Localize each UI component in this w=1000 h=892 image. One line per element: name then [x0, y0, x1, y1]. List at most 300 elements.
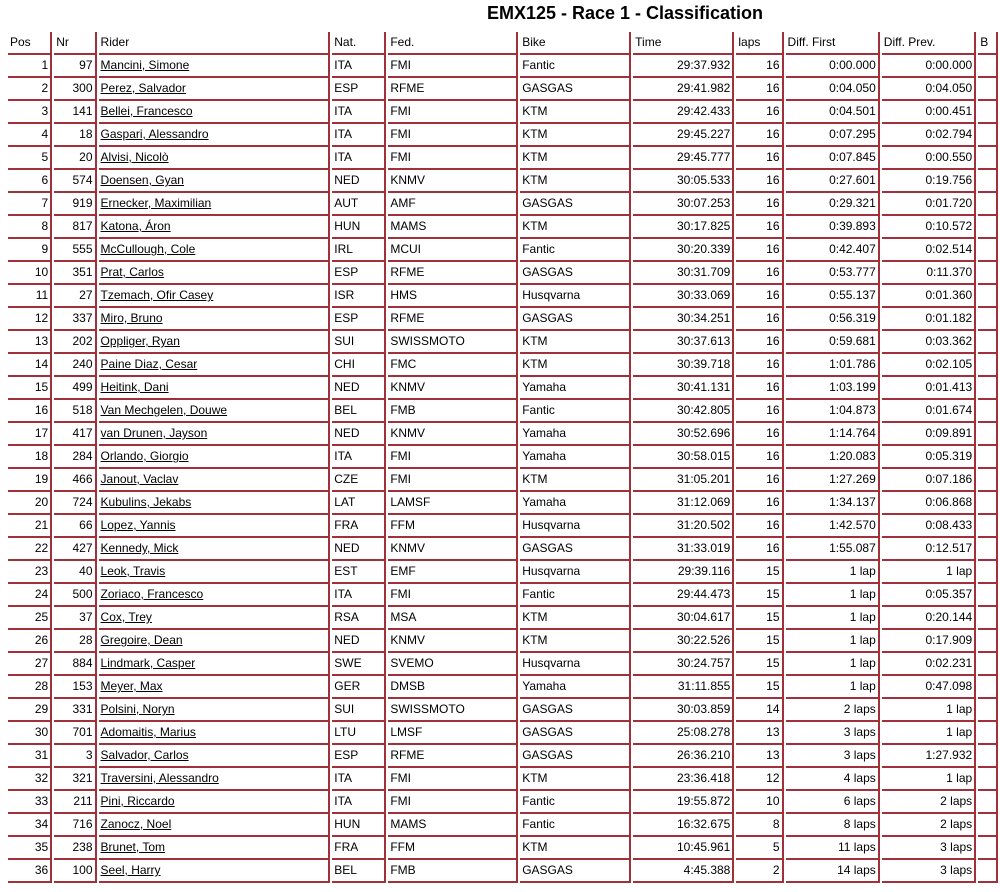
cell-rider — [99, 354, 331, 377]
cell-extra — [978, 469, 998, 492]
cell-diff-first: 8 laps — [786, 814, 880, 837]
cell-extra — [978, 860, 998, 883]
cell-pos: 15 — [8, 377, 52, 400]
cell-diff-first: 0:53.777 — [786, 262, 880, 285]
cell-extra — [978, 515, 998, 538]
cell-nr: 100 — [54, 860, 96, 883]
page-title: EMX125 - Race 1 - Classification — [486, 3, 764, 23]
cell-laps: 16 — [736, 538, 783, 561]
rider-link[interactable]: Ernecker, Maximilian — [100, 196, 212, 210]
cell-extra — [978, 423, 998, 446]
cell-diff-first: 0:56.319 — [786, 308, 880, 331]
cell-extra — [978, 676, 998, 699]
cell-pos: 30 — [8, 722, 52, 745]
cell-diff-prev: 0:02.794 — [882, 124, 976, 147]
cell-bike: GASGAS — [520, 699, 631, 722]
table-row — [8, 515, 998, 538]
cell-nr: 238 — [54, 837, 96, 860]
cell-laps: 5 — [736, 837, 783, 860]
table-row — [8, 331, 998, 354]
cell-nr: 284 — [54, 446, 96, 469]
rider-link[interactable]: van Drunen, Jayson — [100, 426, 208, 440]
cell-rider — [99, 722, 331, 745]
table-row — [8, 791, 998, 814]
cell-fed: MAMS — [388, 814, 518, 837]
rider-link[interactable]: Leok, Travis — [100, 564, 166, 578]
cell-nat: NED — [332, 377, 386, 400]
cell-bike: KTM — [520, 170, 631, 193]
table-row — [8, 607, 998, 630]
cell-laps: 16 — [736, 285, 783, 308]
cell-nat: AUT — [332, 193, 386, 216]
cell-diff-prev: 0:01.413 — [882, 377, 976, 400]
cell-nr: 817 — [54, 216, 96, 239]
cell-nr: 66 — [54, 515, 96, 538]
rider-link[interactable]: Heitink, Dani — [100, 380, 169, 394]
rider-link[interactable]: Janout, Vaclav — [100, 472, 179, 486]
cell-time: 31:20.502 — [633, 515, 734, 538]
cell-diff-first: 1:27.269 — [786, 469, 880, 492]
cell-diff-prev: 1 lap — [882, 699, 976, 722]
cell-bike: KTM — [520, 216, 631, 239]
classification-table — [6, 32, 1000, 883]
table-row — [8, 377, 998, 400]
cell-diff-first: 1:34.137 — [786, 492, 880, 515]
rider-link[interactable]: Mancini, Simone — [100, 58, 190, 72]
cell-extra — [978, 354, 998, 377]
cell-diff-prev: 0:07.186 — [882, 469, 976, 492]
cell-fed: FMI — [388, 469, 518, 492]
cell-pos: 23 — [8, 561, 52, 584]
cell-rider — [99, 101, 331, 124]
table-row — [8, 124, 998, 147]
cell-nat: SWE — [332, 653, 386, 676]
cell-diff-prev: 0:00.451 — [882, 101, 976, 124]
rider-link[interactable]: McCullough, Cole — [100, 242, 196, 256]
cell-bike: KTM — [520, 124, 631, 147]
cell-diff-prev: 0:08.433 — [882, 515, 976, 538]
cell-laps: 16 — [736, 492, 783, 515]
cell-nat: ITA — [332, 101, 386, 124]
header-row — [8, 32, 998, 55]
cell-time: 16:32.675 — [633, 814, 734, 837]
cell-pos: 27 — [8, 653, 52, 676]
rider-link[interactable]: Seel, Harry — [100, 863, 161, 877]
cell-diff-prev: 0:01.674 — [882, 400, 976, 423]
cell-extra — [978, 791, 998, 814]
cell-extra — [978, 55, 998, 78]
rider-link[interactable]: Brunet, Tom — [100, 840, 166, 854]
rider-link[interactable]: Kennedy, Mick — [100, 541, 179, 555]
table-row — [8, 308, 998, 331]
cell-pos: 22 — [8, 538, 52, 561]
cell-diff-prev: 0:01.720 — [882, 193, 976, 216]
cell-diff-first: 1:20.083 — [786, 446, 880, 469]
cell-nr: 337 — [54, 308, 96, 331]
cell-extra — [978, 170, 998, 193]
cell-nr: 300 — [54, 78, 96, 101]
cell-nat: LTU — [332, 722, 386, 745]
cell-nr: 417 — [54, 423, 96, 446]
rider-link[interactable]: Prat, Carlos — [100, 265, 164, 279]
cell-nat: ESP — [332, 78, 386, 101]
table-row — [8, 147, 998, 170]
cell-rider — [99, 584, 331, 607]
header-rider[interactable]: Rider — [99, 32, 331, 55]
rider-link[interactable]: Miro, Bruno — [100, 311, 163, 325]
cell-extra — [978, 630, 998, 653]
rider-link[interactable]: Lindmark, Casper — [100, 656, 196, 670]
cell-nr: 427 — [54, 538, 96, 561]
cell-diff-prev: 0:00.550 — [882, 147, 976, 170]
cell-laps: 15 — [736, 584, 783, 607]
header-time[interactable]: Time — [633, 32, 734, 55]
cell-pos: 7 — [8, 193, 52, 216]
cell-time: 30:58.015 — [633, 446, 734, 469]
cell-laps: 16 — [736, 239, 783, 262]
cell-time: 23:36.418 — [633, 768, 734, 791]
cell-pos: 10 — [8, 262, 52, 285]
cell-bike: KTM — [520, 607, 631, 630]
table-row — [8, 285, 998, 308]
header-nr[interactable]: Nr — [54, 32, 96, 55]
cell-fed: FMI — [388, 55, 518, 78]
cell-fed: KNMV — [388, 377, 518, 400]
cell-fed: RFME — [388, 745, 518, 768]
cell-diff-first: 1:01.786 — [786, 354, 880, 377]
cell-diff-first: 1:14.764 — [786, 423, 880, 446]
rider-link[interactable]: Van Mechgelen, Douwe — [100, 403, 228, 417]
table-row — [8, 814, 998, 837]
cell-time: 30:17.825 — [633, 216, 734, 239]
cell-rider — [99, 170, 331, 193]
cell-pos: 5 — [8, 147, 52, 170]
cell-nr: 153 — [54, 676, 96, 699]
cell-nat: NED — [332, 630, 386, 653]
cell-nat: LAT — [332, 492, 386, 515]
cell-diff-first: 3 laps — [786, 722, 880, 745]
cell-nat: BEL — [332, 400, 386, 423]
cell-extra — [978, 124, 998, 147]
cell-diff-first: 0:04.501 — [786, 101, 880, 124]
cell-rider — [99, 538, 331, 561]
cell-time: 29:45.227 — [633, 124, 734, 147]
cell-diff-first: 4 laps — [786, 768, 880, 791]
cell-pos: 16 — [8, 400, 52, 423]
cell-bike: Fantic — [520, 400, 631, 423]
cell-nr: 331 — [54, 699, 96, 722]
header-extra[interactable]: B — [978, 32, 998, 55]
cell-pos: 17 — [8, 423, 52, 446]
cell-laps: 16 — [736, 446, 783, 469]
cell-nat: NED — [332, 423, 386, 446]
rider-link[interactable]: Polsini, Noryn — [100, 702, 175, 716]
rider-link[interactable]: Bellei, Francesco — [100, 104, 193, 118]
rider-link[interactable]: Orlando, Giorgio — [100, 449, 189, 463]
cell-pos: 11 — [8, 285, 52, 308]
cell-rider — [99, 630, 331, 653]
cell-bike: Yamaha — [520, 492, 631, 515]
cell-time: 31:05.201 — [633, 469, 734, 492]
cell-pos: 26 — [8, 630, 52, 653]
rider-link[interactable]: Alvisi, Nicolò — [100, 150, 169, 164]
cell-extra — [978, 262, 998, 285]
header-fed[interactable]: Fed. — [388, 32, 518, 55]
cell-bike: GASGAS — [520, 722, 631, 745]
cell-diff-first: 11 laps — [786, 837, 880, 860]
table-row — [8, 653, 998, 676]
table-body — [8, 55, 998, 883]
cell-pos: 35 — [8, 837, 52, 860]
cell-time: 31:11.855 — [633, 676, 734, 699]
cell-rider — [99, 147, 331, 170]
cell-diff-prev: 0:02.514 — [882, 239, 976, 262]
cell-bike: KTM — [520, 147, 631, 170]
cell-time: 25:08.278 — [633, 722, 734, 745]
cell-fed: KNMV — [388, 538, 518, 561]
cell-time: 19:55.872 — [633, 791, 734, 814]
cell-nat: ISR — [332, 285, 386, 308]
cell-rider — [99, 285, 331, 308]
table-row — [8, 262, 998, 285]
cell-laps: 16 — [736, 170, 783, 193]
cell-rider — [99, 124, 331, 147]
rider-link[interactable]: Zanocz, Noel — [100, 817, 172, 831]
rider-link[interactable]: Oppliger, Ryan — [100, 334, 180, 348]
cell-laps: 16 — [736, 101, 783, 124]
table-row — [8, 101, 998, 124]
cell-diff-first: 0:55.137 — [786, 285, 880, 308]
cell-rider — [99, 308, 331, 331]
cell-time: 30:20.339 — [633, 239, 734, 262]
rider-link[interactable]: Pini, Riccardo — [100, 794, 175, 808]
cell-laps: 16 — [736, 400, 783, 423]
cell-laps: 16 — [736, 469, 783, 492]
cell-fed: FMI — [388, 446, 518, 469]
cell-diff-prev: 0:01.360 — [882, 285, 976, 308]
cell-rider — [99, 78, 331, 101]
cell-nr: 351 — [54, 262, 96, 285]
cell-pos: 31 — [8, 745, 52, 768]
table-row — [8, 400, 998, 423]
cell-rider — [99, 55, 331, 78]
cell-fed: KNMV — [388, 423, 518, 446]
cell-diff-prev: 0:03.362 — [882, 331, 976, 354]
cell-extra — [978, 239, 998, 262]
cell-fed: MSA — [388, 607, 518, 630]
cell-laps: 13 — [736, 722, 783, 745]
cell-bike: GASGAS — [520, 193, 631, 216]
rider-link[interactable]: Tzemach, Ofir Casey — [100, 288, 214, 302]
cell-bike: Yamaha — [520, 423, 631, 446]
cell-time: 30:31.709 — [633, 262, 734, 285]
cell-bike: GASGAS — [520, 538, 631, 561]
rider-link[interactable]: Gregoire, Dean — [100, 633, 183, 647]
cell-rider — [99, 699, 331, 722]
cell-nr: 40 — [54, 561, 96, 584]
rider-link[interactable]: Meyer, Max — [100, 679, 163, 693]
cell-diff-first: 3 laps — [786, 745, 880, 768]
table-row — [8, 239, 998, 262]
cell-bike: Fantic — [520, 239, 631, 262]
header-bike[interactable]: Bike — [520, 32, 631, 55]
cell-fed: MCUI — [388, 239, 518, 262]
rider-link[interactable]: Cox, Trey — [100, 610, 152, 624]
table-row — [8, 561, 998, 584]
cell-extra — [978, 653, 998, 676]
cell-laps: 2 — [736, 860, 783, 883]
cell-pos: 19 — [8, 469, 52, 492]
rider-link[interactable]: Paine Diaz, Cesar — [100, 357, 198, 371]
table-row — [8, 55, 998, 78]
rider-link[interactable]: Traversini, Alessandro — [100, 771, 219, 785]
cell-fed: DMSB — [388, 676, 518, 699]
cell-nat: RSA — [332, 607, 386, 630]
cell-fed: RFME — [388, 262, 518, 285]
cell-fed: KNMV — [388, 630, 518, 653]
cell-diff-prev: 0:00.000 — [882, 55, 976, 78]
cell-extra — [978, 699, 998, 722]
rider-link[interactable]: Salvador, Carlos — [100, 748, 189, 762]
cell-fed: FMI — [388, 791, 518, 814]
rider-link[interactable]: Gaspari, Alessandro — [100, 127, 209, 141]
cell-time: 30:22.526 — [633, 630, 734, 653]
cell-nr: 28 — [54, 630, 96, 653]
cell-time: 10:45.961 — [633, 837, 734, 860]
cell-time: 26:36.210 — [633, 745, 734, 768]
cell-laps: 12 — [736, 768, 783, 791]
cell-extra — [978, 216, 998, 239]
cell-time: 29:39.116 — [633, 561, 734, 584]
cell-nr: 724 — [54, 492, 96, 515]
cell-laps: 16 — [736, 377, 783, 400]
cell-diff-prev: 0:47.098 — [882, 676, 976, 699]
cell-fed: FFM — [388, 515, 518, 538]
cell-diff-first: 0:29.321 — [786, 193, 880, 216]
cell-diff-first: 0:27.601 — [786, 170, 880, 193]
cell-fed: FMI — [388, 584, 518, 607]
cell-rider — [99, 469, 331, 492]
cell-laps: 16 — [736, 354, 783, 377]
cell-nr: 141 — [54, 101, 96, 124]
cell-laps: 15 — [736, 607, 783, 630]
cell-pos: 34 — [8, 814, 52, 837]
cell-fed: FMI — [388, 147, 518, 170]
cell-fed: FMC — [388, 354, 518, 377]
cell-rider — [99, 331, 331, 354]
cell-diff-prev: 0:04.050 — [882, 78, 976, 101]
cell-fed: RFME — [388, 78, 518, 101]
cell-diff-first: 0:00.000 — [786, 55, 880, 78]
cell-nat: HUN — [332, 814, 386, 837]
rider-link[interactable]: Lopez, Yannis — [100, 518, 176, 532]
cell-fed: FMB — [388, 400, 518, 423]
cell-diff-prev: 3 laps — [882, 837, 976, 860]
cell-time: 30:41.131 — [633, 377, 734, 400]
rider-link[interactable]: Katona, Áron — [100, 219, 171, 233]
cell-nr: 240 — [54, 354, 96, 377]
cell-time: 30:04.617 — [633, 607, 734, 630]
rider-link[interactable]: Zoriaco, Francesco — [100, 587, 204, 601]
cell-time: 29:37.932 — [633, 55, 734, 78]
cell-fed: FMB — [388, 860, 518, 883]
cell-time: 29:44.473 — [633, 584, 734, 607]
cell-nr: 27 — [54, 285, 96, 308]
cell-extra — [978, 78, 998, 101]
header-diff-first[interactable]: Diff. First — [786, 32, 880, 55]
cell-diff-first: 1:55.087 — [786, 538, 880, 561]
rider-link[interactable]: Adomaitis, Marius — [100, 725, 196, 739]
cell-nr: 20 — [54, 147, 96, 170]
cell-diff-prev: 0:01.182 — [882, 308, 976, 331]
cell-nat: ITA — [332, 584, 386, 607]
header-pos[interactable]: Pos — [8, 32, 52, 55]
table-row — [8, 423, 998, 446]
table-row — [8, 630, 998, 653]
header-laps[interactable]: laps — [736, 32, 783, 55]
cell-extra — [978, 101, 998, 124]
cell-bike: GASGAS — [520, 308, 631, 331]
cell-laps: 15 — [736, 630, 783, 653]
cell-time: 4:45.388 — [633, 860, 734, 883]
cell-laps: 16 — [736, 147, 783, 170]
cell-time: 30:03.859 — [633, 699, 734, 722]
cell-pos: 32 — [8, 768, 52, 791]
cell-nat: GER — [332, 676, 386, 699]
cell-extra — [978, 814, 998, 837]
cell-nr: 701 — [54, 722, 96, 745]
cell-pos: 14 — [8, 354, 52, 377]
cell-rider — [99, 193, 331, 216]
cell-pos: 4 — [8, 124, 52, 147]
cell-bike: Fantic — [520, 814, 631, 837]
cell-bike: KTM — [520, 768, 631, 791]
cell-time: 30:07.253 — [633, 193, 734, 216]
cell-laps: 16 — [736, 423, 783, 446]
rider-link[interactable]: Kubulins, Jekabs — [100, 495, 192, 509]
cell-nr: 466 — [54, 469, 96, 492]
table-row — [8, 745, 998, 768]
cell-diff-first: 0:59.681 — [786, 331, 880, 354]
cell-nr: 18 — [54, 124, 96, 147]
cell-time: 29:41.982 — [633, 78, 734, 101]
cell-nat: FRA — [332, 837, 386, 860]
cell-pos: 21 — [8, 515, 52, 538]
cell-nat: FRA — [332, 515, 386, 538]
cell-diff-prev: 0:20.144 — [882, 607, 976, 630]
cell-nr: 202 — [54, 331, 96, 354]
cell-nat: ITA — [332, 124, 386, 147]
cell-pos: 29 — [8, 699, 52, 722]
cell-extra — [978, 837, 998, 860]
table-row — [8, 469, 998, 492]
cell-time: 30:37.613 — [633, 331, 734, 354]
cell-laps: 16 — [736, 308, 783, 331]
cell-nr: 499 — [54, 377, 96, 400]
header-nat[interactable]: Nat. — [332, 32, 386, 55]
cell-pos: 2 — [8, 78, 52, 101]
rider-link[interactable]: Perez, Salvador — [100, 81, 186, 95]
cell-diff-prev: 1 lap — [882, 768, 976, 791]
cell-rider — [99, 745, 331, 768]
cell-diff-first: 2 laps — [786, 699, 880, 722]
cell-nr: 884 — [54, 653, 96, 676]
cell-fed: KNMV — [388, 170, 518, 193]
cell-pos: 9 — [8, 239, 52, 262]
cell-bike: Husqvarna — [520, 561, 631, 584]
rider-link[interactable]: Doensen, Gyan — [100, 173, 184, 187]
header-diff-prev[interactable]: Diff. Prev. — [882, 32, 976, 55]
